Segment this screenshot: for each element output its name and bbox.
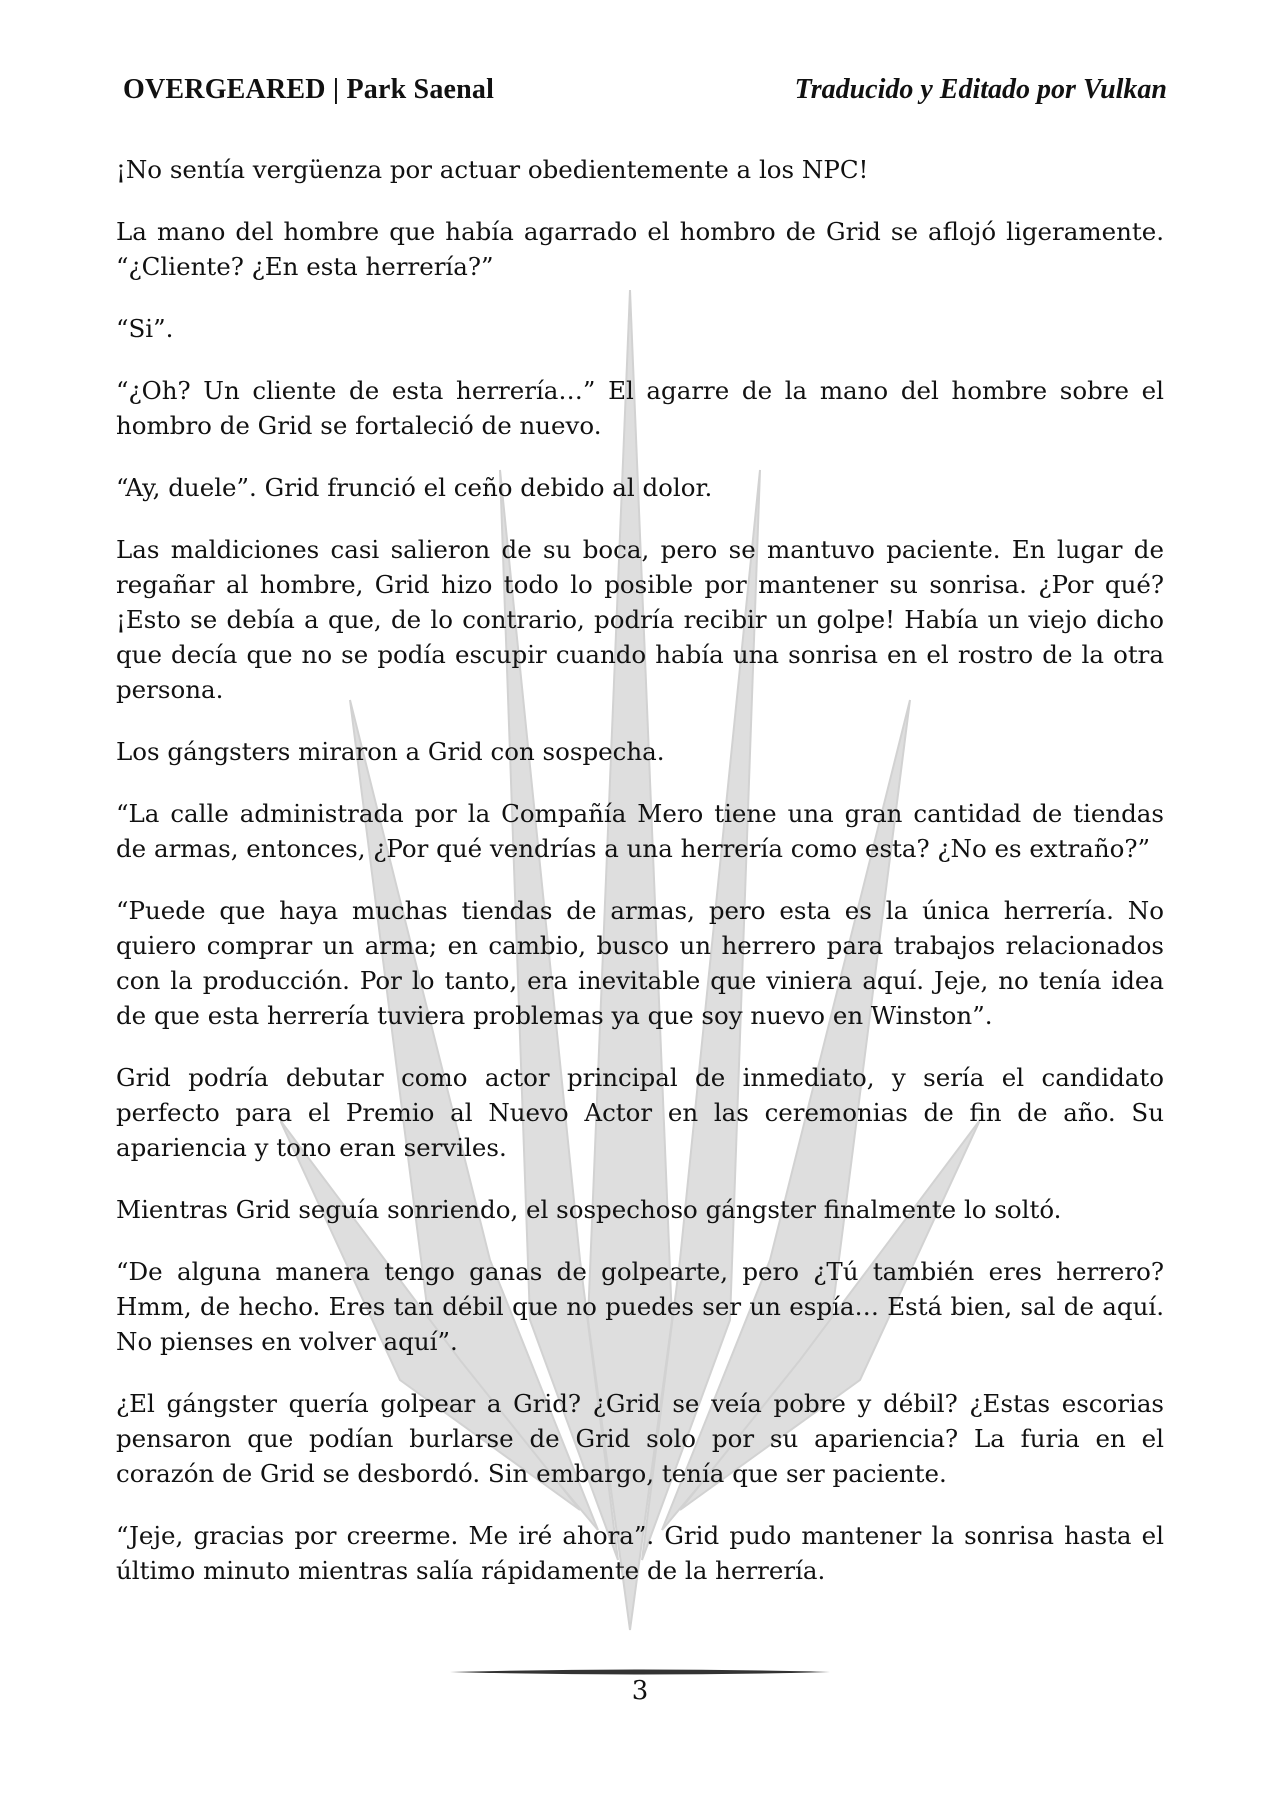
paragraph: “¿Oh? Un cliente de esta herrería…” El agarre de la mano del hombre sobre el hombro de Grid se fortaleció de nuevo. (116, 376, 1164, 440)
translator-credit: Traducido y Editado por Vulkan (794, 74, 1167, 105)
paragraph: “La calle administrada por la Compañía Mero tiene una gran cantidad de tiendas de armas, entonces, ¿Por qué vendrías a una herrería como esta? ¿No es extraño?” (116, 799, 1164, 863)
paragraph: “Puede que haya muchas tiendas de armas, pero esta es la única herrería. No quiero comprar un arma; en cambio, busco un herrero para trabajos relacionados con la producción. Por lo tanto, era inevitable que viniera aquí. Jeje, no tenía idea de que esta herrería tuviera problemas ya que soy nuevo en Winston”. (116, 896, 1164, 1030)
paragraph: “Ay, duele”. Grid frunció el ceño debido al dolor. (116, 473, 713, 502)
paragraph: “Jeje, gracias por creerme. Me iré ahora”. Grid pudo mantener la sonrisa hasta el último minuto mientras salía rápidamente de la herrería. (116, 1521, 1164, 1585)
paragraph: “Si”. (116, 314, 174, 343)
footer-divider (450, 1668, 830, 1676)
book-title: OVERGEARED | Park Saenal (123, 74, 495, 105)
page-number: 3 (631, 1676, 649, 1706)
paragraph: La mano del hombre que había agarrado el hombro de Grid se aflojó ligeramente. “¿Cliente? ¿En esta herrería?” (116, 217, 1164, 281)
paragraph: “De alguna manera tengo ganas de golpearte, pero ¿Tú también eres herrero? Hmm, de hecho. Eres tan débil que no puedes ser un espía… Está bien, sal de aquí. No pienses en volver aquí”. (116, 1257, 1164, 1356)
body-text (116, 152, 1164, 1615)
paragraph: Los gángsters miraron a Grid con sospecha. (116, 737, 665, 766)
paragraph: Las maldiciones casi salieron de su boca, pero se mantuvo paciente. En lugar de regañar al hombre, Grid hizo todo lo posible por mantener su sonrisa. ¿Por qué? ¡Esto se debía a que, de lo contrario, podría recibir un golpe! Había un viejo dicho que decía que no se podía escupir cuando había una sonrisa en el rostro de la otra persona. (116, 535, 1164, 704)
paragraph: Grid podría debutar como actor principal de inmediato, y sería el candidato perfecto para el Premio al Nuevo Actor en las ceremonias de fin de año. Su apariencia y tono eran serviles. (116, 1063, 1164, 1162)
paragraph: ¡No sentía vergüenza por actuar obedientemente a los NPC! (116, 155, 869, 184)
paragraph: ¿El gángster quería golpear a Grid? ¿Grid se veía pobre y débil? ¿Estas escorias pensaron que podían burlarse de Grid solo por su apariencia? La furia en el corazón de Grid se desbordó. Sin embargo, tenía que ser paciente. (116, 1389, 1164, 1488)
page-header (123, 74, 1167, 114)
paragraph: Mientras Grid seguía sonriendo, el sospechoso gángster finalmente lo soltó. (116, 1195, 1062, 1224)
